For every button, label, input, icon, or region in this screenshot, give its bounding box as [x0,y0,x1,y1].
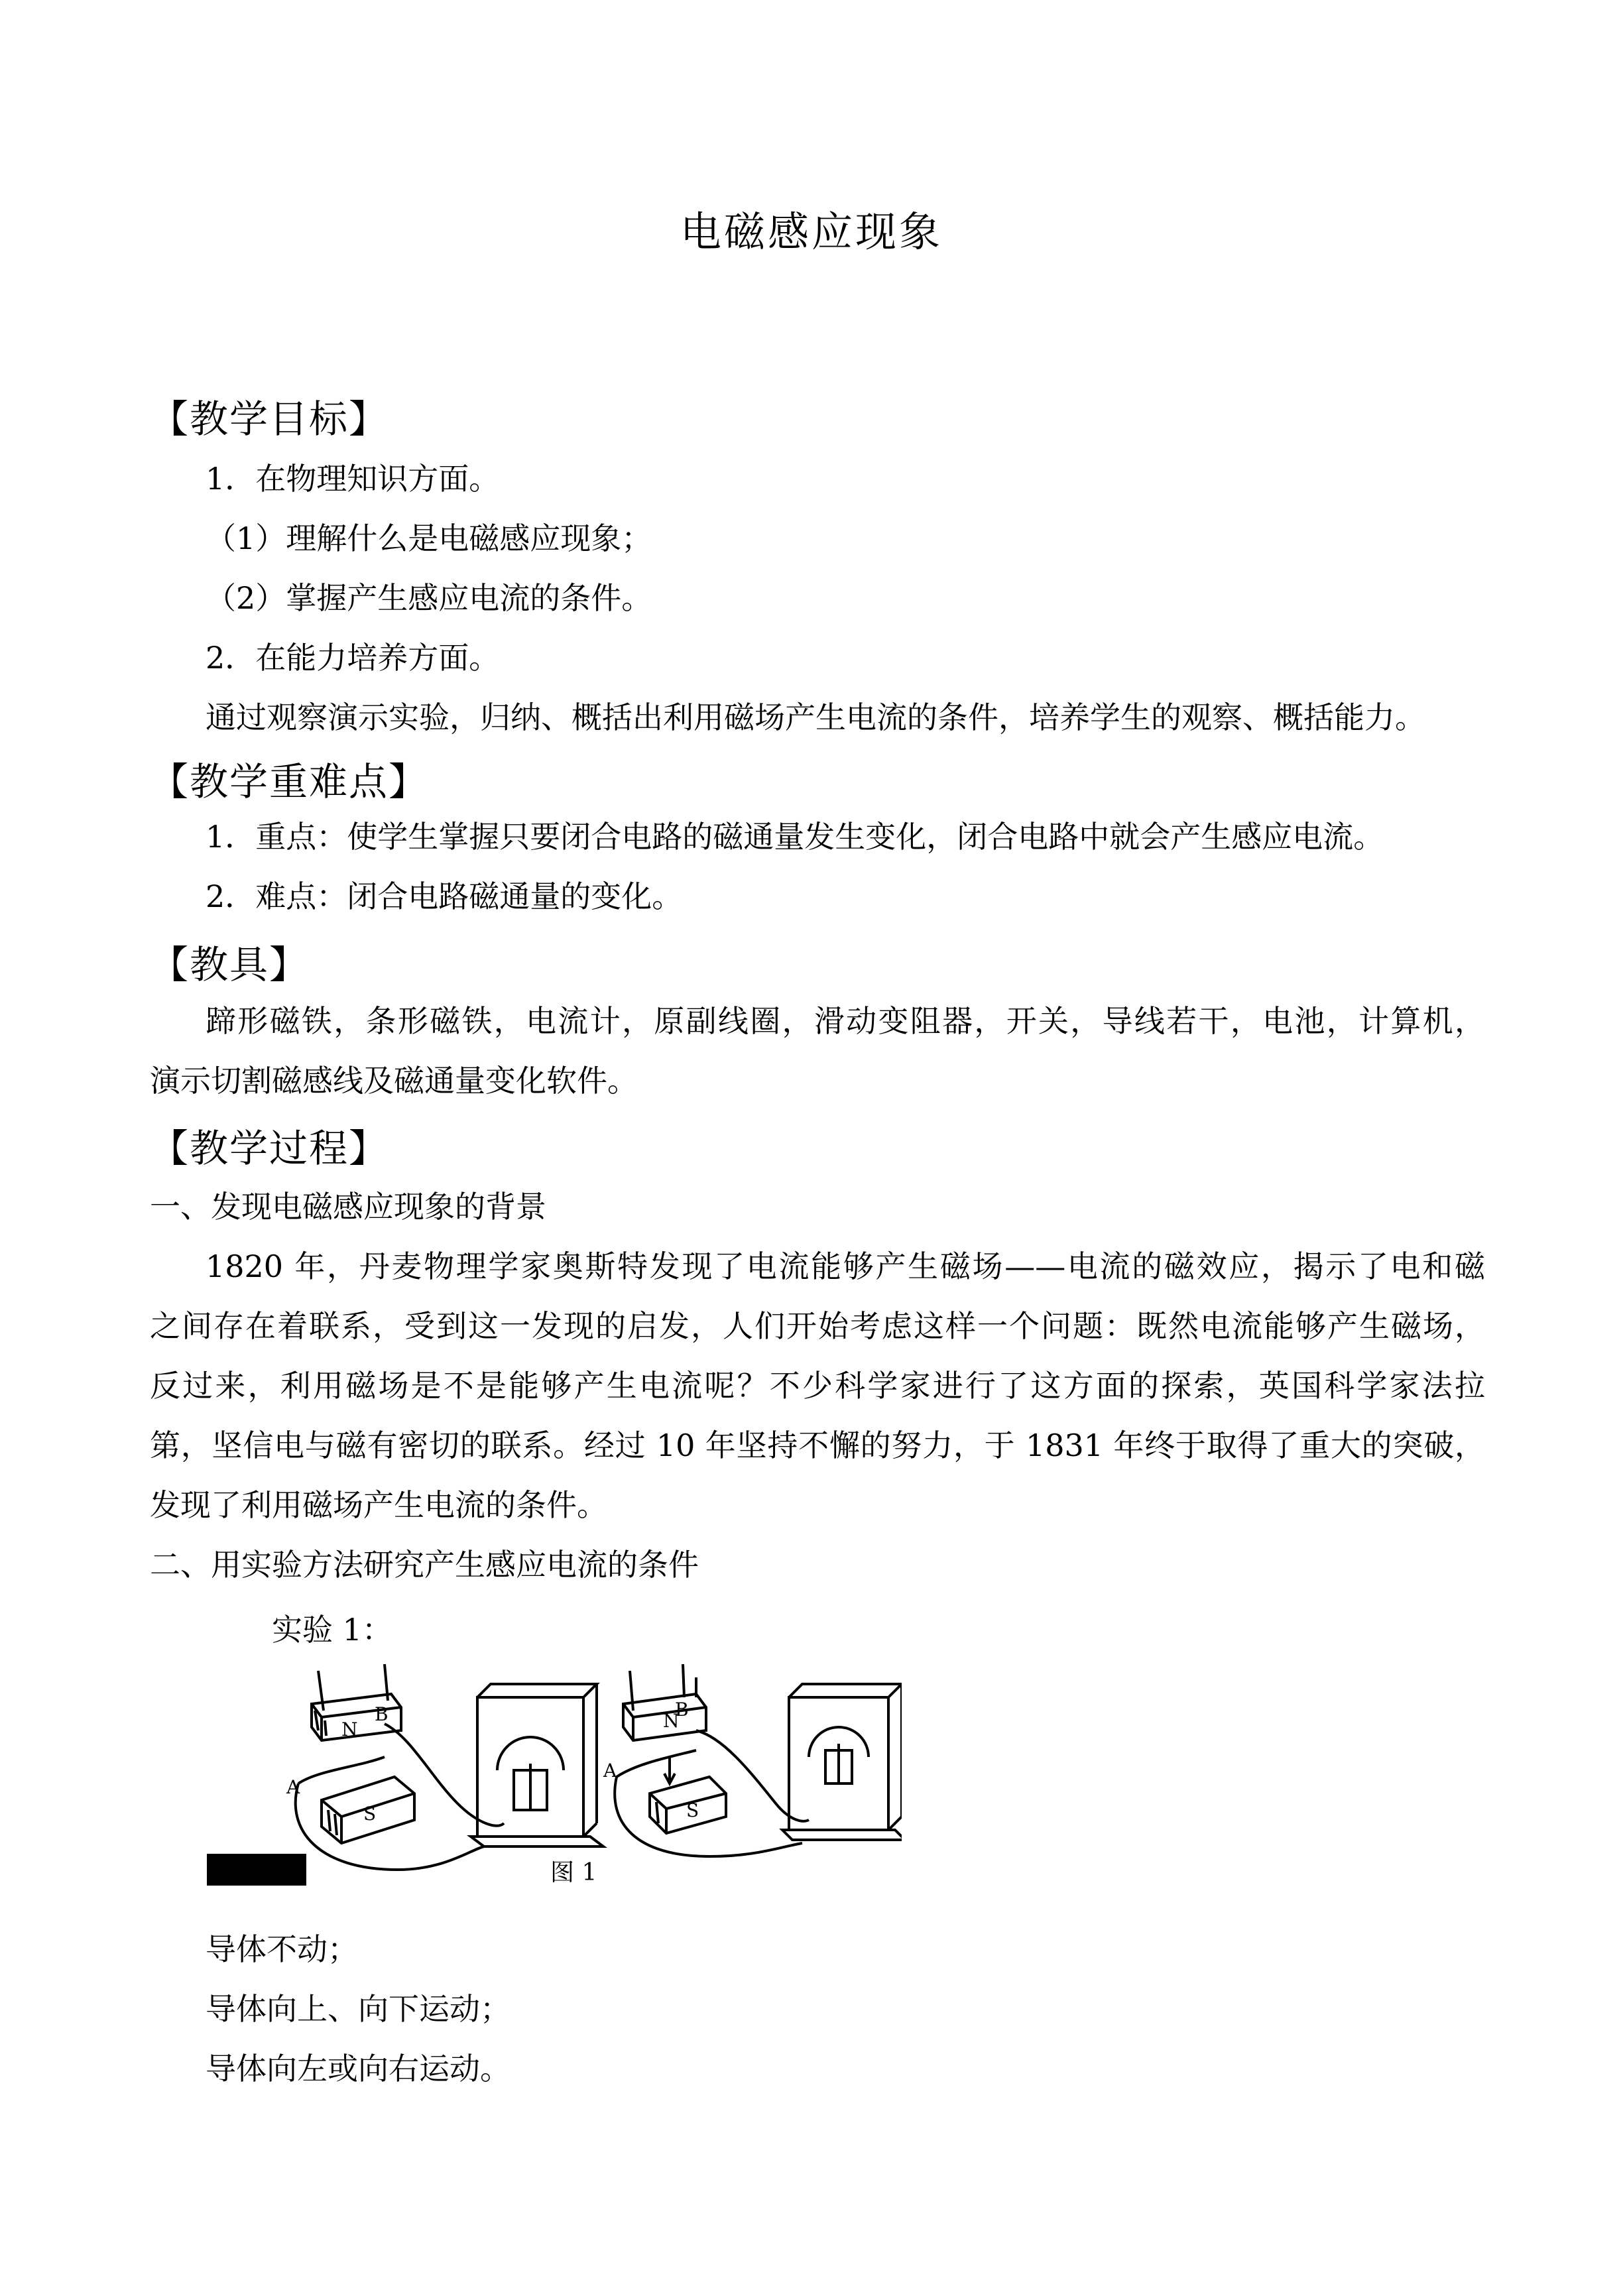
experiment-figure-drawing [278,1658,902,1883]
label-n-left: N [341,1719,358,1740]
experiment-figure [278,1658,902,1883]
section-heading-tools: 【教具】 [150,942,310,987]
objective-item-1-1: （1）理解什么是电磁感应现象； [206,520,652,556]
background-para-line-2: 之间存在着联系，受到这一发现的启发，人们开始考虑这样一个问题：既然电流能够产生磁场， [150,1308,1485,1344]
objective-item-1: 1．在物理知识方面。 [206,461,500,497]
section-heading-key-points: 【教学重难点】 [150,759,429,804]
observation-2: 导体向上、向下运动； [206,1991,511,2027]
page-title: 电磁感应现象 [680,208,943,256]
redaction-block [207,1854,306,1886]
process-part-1-title: 一、发现电磁感应现象的背景 [150,1189,546,1225]
left-apparatus [296,1664,603,1870]
key-point-2: 2．难点：闭合电路磁通量的变化。 [206,878,683,914]
tools-line-1: 蹄形磁铁，条形磁铁，电流计，原副线圈，滑动变阻器，开关，导线若干，电池，计算机， [206,1003,1485,1039]
objective-item-2: 2．在能力培养方面。 [206,640,500,676]
objective-item-2-text: 通过观察演示实验，归纳、概括出利用磁场产生电流的条件，培养学生的观察、概括能力。 [206,699,1425,735]
process-part-2-title: 二、用实验方法研究产生感应电流的条件 [150,1547,699,1583]
observation-3: 导体向左或向右运动。 [206,2051,511,2086]
label-b-left: B [375,1703,389,1725]
label-n-right: N [663,1710,680,1732]
observation-1: 导体不动； [206,1931,358,1967]
background-para-line-5: 发现了利用磁场产生电流的条件。 [150,1487,607,1523]
objective-item-1-2: （2）掌握产生感应电流的条件。 [206,580,652,616]
key-point-1: 1．重点：使学生掌握只要闭合电路的磁通量发生变化，闭合电路中就会产生感应电流。 [206,819,1384,855]
figure-caption: 图 1 [550,1859,597,1886]
background-para-line-1: 1820 年，丹麦物理学家奥斯特发现了电流能够产生磁场——电流的磁效应，揭示了电和磁 [206,1248,1485,1284]
label-s-left: S [363,1803,377,1825]
label-a-right: A [603,1760,617,1782]
right-apparatus [615,1664,902,1856]
label-a-left: A [286,1776,300,1798]
experiment-label: 实验 1： [272,1612,392,1648]
background-para-line-3: 反过来，利用磁场是不是能够产生电流呢？不少科学家进行了这方面的探索，英国科学家法拉 [150,1368,1485,1404]
label-s-right: S [686,1799,699,1821]
label-b-right: B [675,1699,689,1721]
tools-line-2: 演示切割磁感线及磁通量变化软件。 [150,1063,638,1099]
background-para-line-4: 第，坚信电与磁有密切的联系。经过 10 年坚持不懈的努力，于 1831 年终于取得了重大的突破， [150,1427,1485,1463]
section-heading-objectives: 【教学目标】 [150,396,389,442]
section-heading-process: 【教学过程】 [150,1126,389,1171]
